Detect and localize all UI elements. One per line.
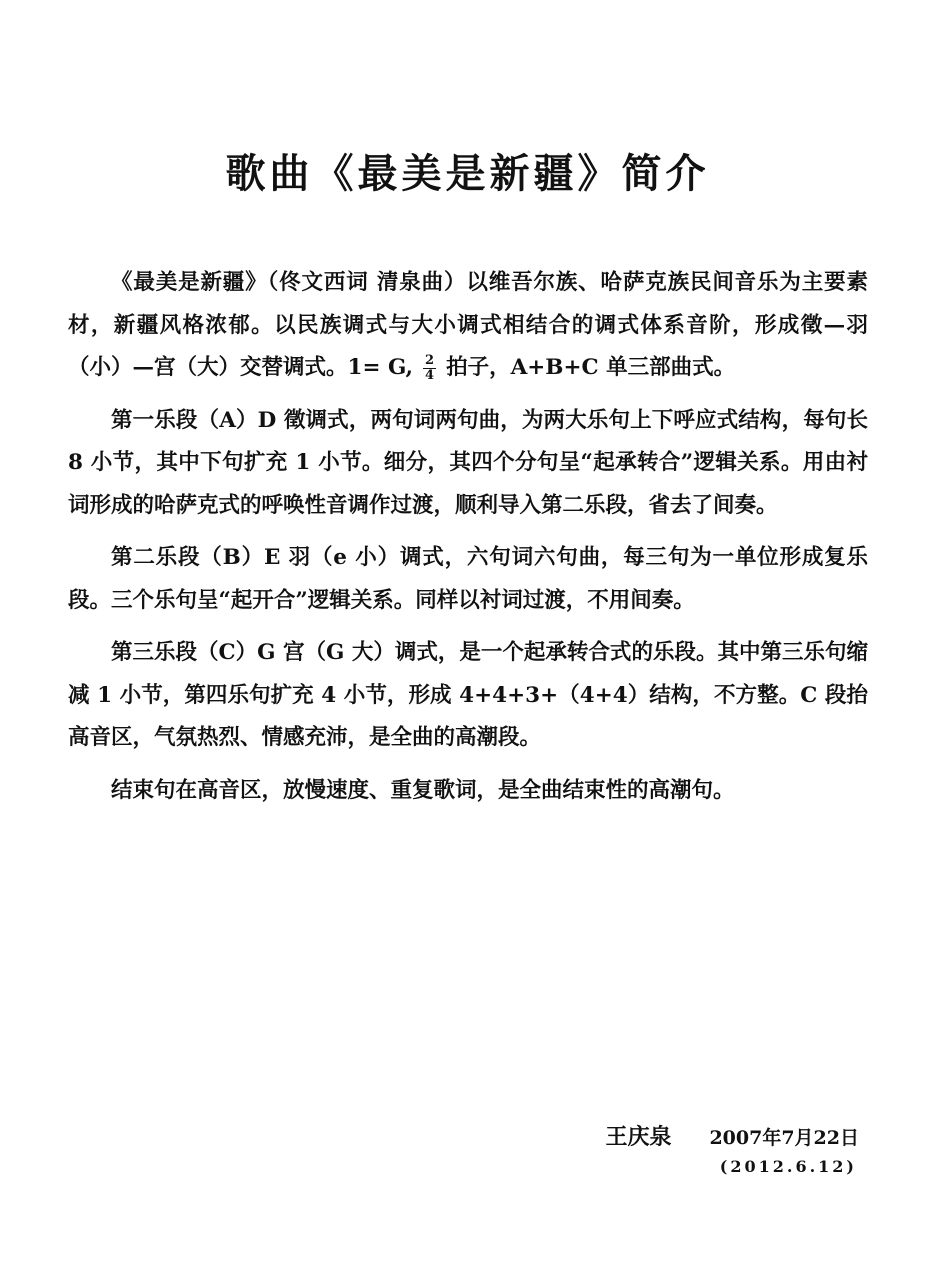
paragraph-intro	[68, 262, 868, 390]
intro-text: 《最美是新疆》（佟文西词 清泉曲）以维吾尔族、哈萨克族民间音乐为主要素材，新疆风格浓郁。以民族调式与大小调式相结合的调式体系音阶，形成徵—羽（小）—宫（大）交替调式。1= G,	[68, 270, 868, 380]
paragraph-section-c: 第三乐段（C）G 宫（G 大）调式，是一个起承转合式的乐段。其中第三乐句缩减 1 小节，第四乐句扩充 4 小节，形成 4+4+3+（4+4）结构，不方整。C 段抬高音区，气氛热烈、情感充沛，是全曲的高潮段。	[68, 640, 868, 750]
signature-line	[605, 1120, 859, 1151]
signature-date: 2007年7月22日	[709, 1127, 859, 1149]
revision-date: (2012.6.12)	[719, 1157, 857, 1176]
intro-text-end: 拍子，A+B+C 单三部曲式。	[446, 355, 736, 380]
document-title: 歌曲《最美是新疆》简介	[225, 151, 710, 197]
time-signature-numerator: 2	[425, 352, 435, 368]
author-name: 王庆泉	[605, 1124, 672, 1150]
paragraph-section-b: 第二乐段（B）E 羽（e 小）调式，六句词六句曲，每三句为一单位形成复乐段。三个乐句呈“起开合”逻辑关系。同样以衬词过渡，不用间奏。	[68, 545, 868, 613]
document-body	[68, 262, 868, 822]
paragraph-ending: 结束句在高音区，放慢速度、重复歌词，是全曲结束性的高潮句。	[111, 777, 735, 803]
time-signature-denominator: 4	[425, 367, 435, 383]
time-signature	[423, 354, 436, 383]
paragraph-section-a: 第一乐段（A）D 徵调式，两句词两句曲，为两大乐句上下呼应式结构，每句长 8 小节，其中下句扩充 1 小节。细分，其四个分句呈“起承转合”逻辑关系。用由衬词形成的哈萨克式的呼唤性音调作过渡，顺利导入第二乐段，省去了间奏。	[68, 407, 868, 518]
